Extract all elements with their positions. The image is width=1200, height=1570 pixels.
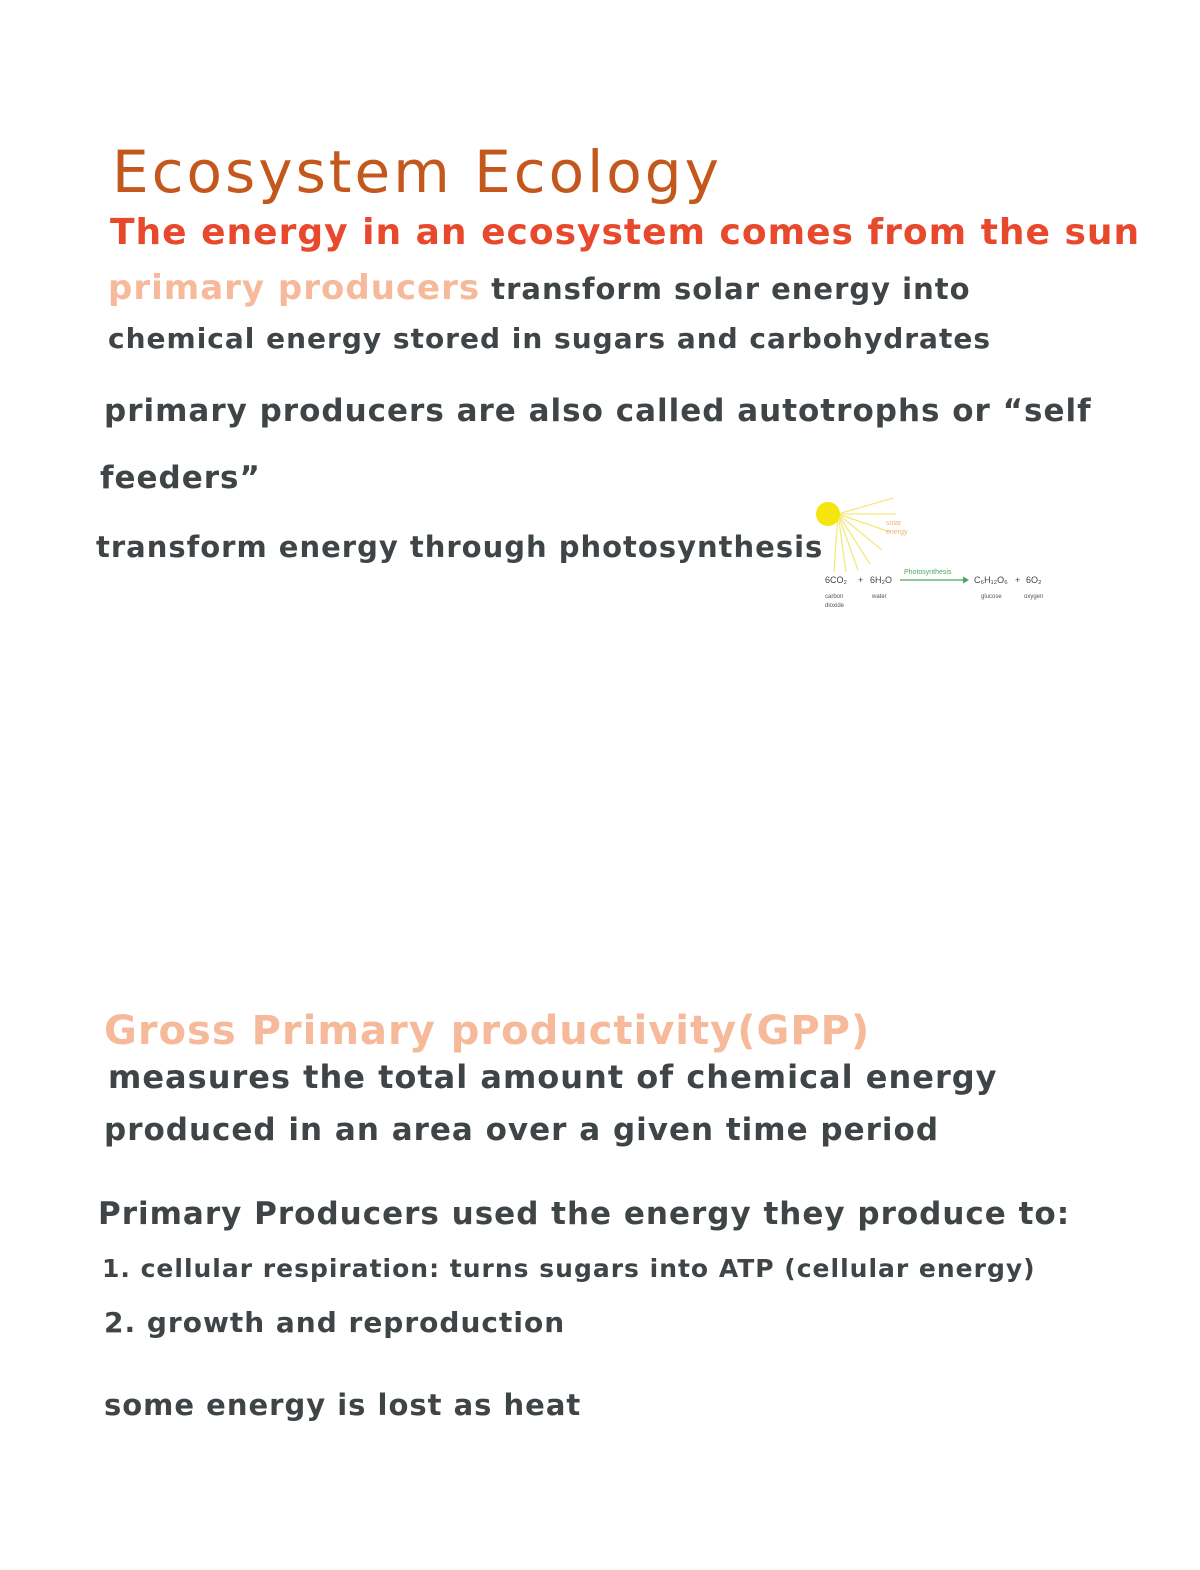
uses-item-1: 1. cellular respiration: turns sugars into ATP (cellular energy) bbox=[102, 1254, 1036, 1283]
primary-producers-highlight: primary producers bbox=[108, 268, 481, 308]
plus-sign-1: + bbox=[858, 575, 864, 585]
arrow-label: Photosynthesis bbox=[904, 569, 952, 576]
photosynthesis-diagram bbox=[808, 490, 1058, 615]
caption-carbon: carbon bbox=[825, 594, 844, 600]
arrow-head-icon bbox=[963, 577, 969, 584]
sun-icon bbox=[816, 502, 840, 526]
uses-intro: Primary Producers used the energy they produce to: bbox=[98, 1196, 1071, 1232]
heat-line: some energy is lost as heat bbox=[104, 1388, 582, 1422]
solar-label-1: solar bbox=[886, 520, 902, 527]
gpp-line-1: measures the total amount of chemical energy bbox=[108, 1058, 998, 1096]
producers-line-1 bbox=[108, 268, 971, 308]
gpp-line-2: produced in an area over a given time period bbox=[104, 1112, 940, 1148]
solar-label-2: energy bbox=[886, 529, 908, 536]
photosynthesis-line: transform energy through photosynthesis bbox=[96, 530, 824, 564]
caption-dioxide: dioxide bbox=[825, 603, 845, 609]
autotrophs-line-1: primary producers are also called autotrophs or “self bbox=[104, 393, 1092, 429]
autotrophs-line-2: feeders” bbox=[100, 460, 261, 496]
producers-line-2: chemical energy stored in sugars and carbohydrates bbox=[108, 322, 991, 355]
caption-oxygen: oxygen bbox=[1024, 594, 1044, 600]
uses-item-2: 2. growth and reproduction bbox=[104, 1306, 566, 1339]
reactant-co2: 6CO₂ bbox=[825, 575, 847, 585]
page-title: Ecosystem Ecology bbox=[112, 138, 722, 206]
caption-water: water bbox=[872, 594, 887, 600]
product-oxygen: 6O₂ bbox=[1026, 575, 1042, 585]
reactant-h2o: 6H₂O bbox=[870, 575, 892, 585]
product-glucose: C₆H₁₂O₆ bbox=[974, 575, 1008, 585]
caption-glucose: glucose bbox=[981, 594, 1002, 600]
gpp-heading: Gross Primary productivity(GPP) bbox=[104, 1008, 871, 1054]
energy-source-heading: The energy in an ecosystem comes from the sun bbox=[110, 212, 1141, 253]
producers-line-1-rest: transform solar energy into bbox=[480, 272, 971, 306]
plus-sign-2: + bbox=[1015, 575, 1021, 585]
